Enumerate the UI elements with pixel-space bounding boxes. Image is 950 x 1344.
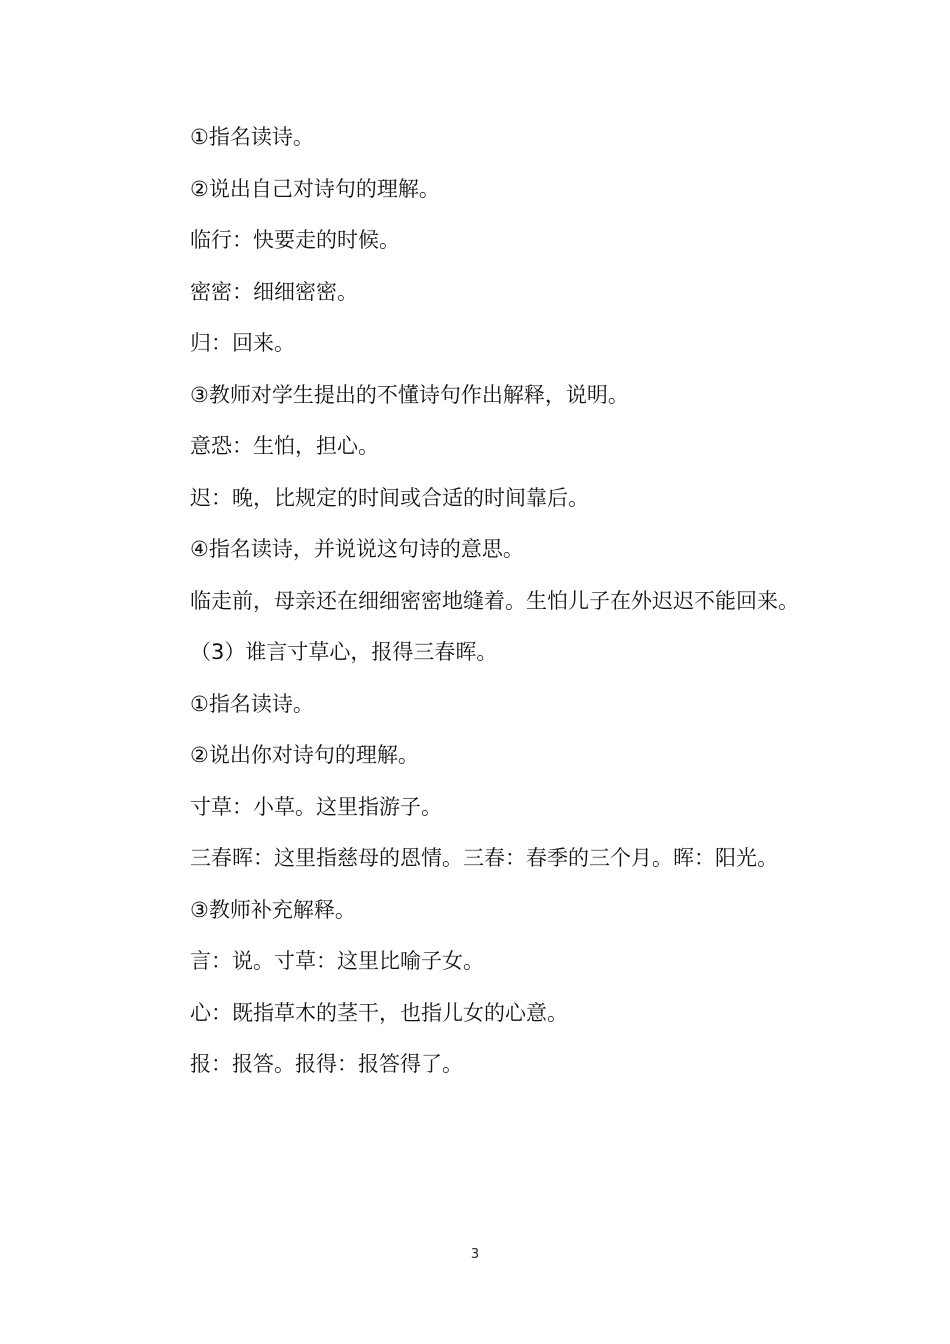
page-number: 3 xyxy=(470,1247,480,1262)
paragraph: 三春晖：这里指慈母的恩情。三春：春季的三个月。晖：阳光。 xyxy=(190,846,778,870)
paragraph: 迟：晚，比规定的时间或合适的时间靠后。 xyxy=(190,485,589,510)
paragraph: 归：回来。 xyxy=(190,331,295,355)
paragraph: 报：报答。报得：报答得了。 xyxy=(190,1052,463,1076)
paragraph: 临走前，母亲还在细细密密地缝着。生怕儿子在外迟迟不能回来。 xyxy=(190,588,799,613)
document-body xyxy=(145,112,805,1091)
paragraph: 言：说。寸草：这里比喻子女。 xyxy=(190,949,484,973)
paragraph: （3）谁言寸草心，报得三春晖。 xyxy=(190,640,498,664)
paragraph: ③教师对学生提出的不懂诗句作出解释，说明。 xyxy=(190,382,629,407)
paragraph: ②说出你对诗句的理解。 xyxy=(190,743,419,767)
paragraph: ①指名读诗。 xyxy=(190,125,314,149)
paragraph: ④指名读诗，并说说这句诗的意思。 xyxy=(190,537,524,561)
paragraph: 寸草：小草。这里指游子。 xyxy=(190,794,442,819)
paragraph: ③教师补充解释。 xyxy=(190,897,356,922)
paragraph: 临行：快要走的时候。 xyxy=(190,228,400,252)
paragraph: 心：既指草木的茎干，也指儿女的心意。 xyxy=(190,1000,568,1025)
paragraph: 密密：细细密密。 xyxy=(190,279,358,304)
paragraph: 意恐：生怕，担心。 xyxy=(190,434,379,458)
paragraph: ①指名读诗。 xyxy=(190,691,314,716)
paragraph: ②说出自己对诗句的理解。 xyxy=(190,176,440,201)
